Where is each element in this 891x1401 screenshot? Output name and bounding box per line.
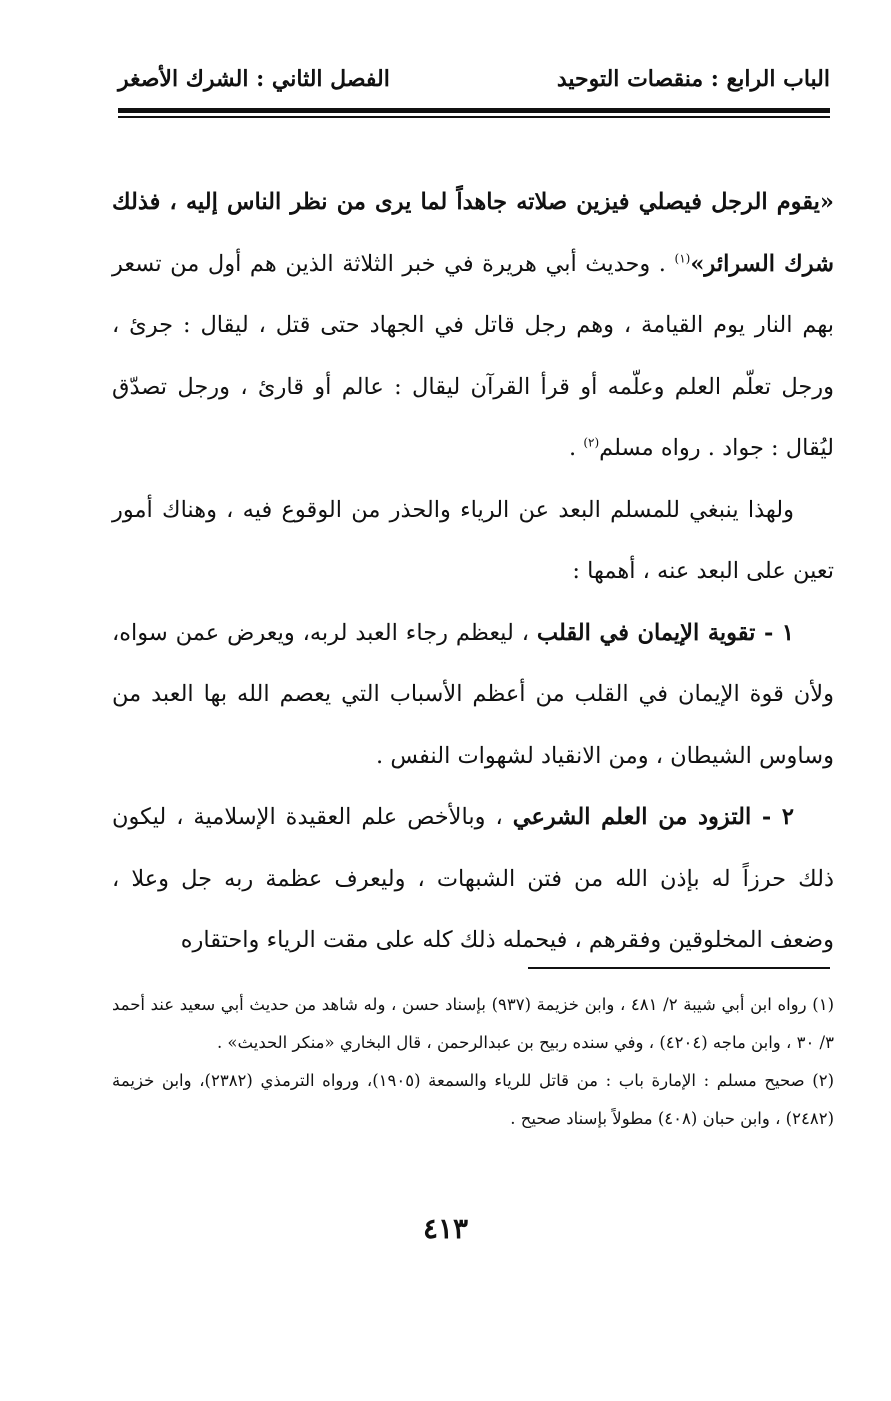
paragraph-2: ولهذا ينبغي للمسلم البعد عن الرياء والحذر من الوقوع فيه ، وهناك أمور تعين على البعد عنه ، أهمها : (112, 496, 834, 584)
footnote-1: (١) رواه ابن أبي شيبة ٢/ ٤٨١ ، وابن خزيمة (٩٣٧) بإسناد حسن ، وله شاهد من حديث أبي سعيد عند أحمد ٣/ ٣٠ ، وابن ماجه (٤٢٠٤) ، وفي سنده ربيح بن عبدالرحمن ، قال البخاري «منكر الحديث» . (112, 995, 834, 1052)
point-2-text: ، وبالأخص علم العقيدة الإسلامية ، ليكون ذلك حرزاً له بإذن الله من فتن الشبهات ، وليعرف عظمة ربه جل وعلا ، وضعف المخلوقين وفقرهم ، فيحمله ذلك كله على مقت الرياء واحتقاره (112, 804, 834, 953)
footnote-separator (528, 967, 830, 969)
paragraph-4 (112, 787, 834, 972)
header-rule-thick (118, 108, 830, 113)
paragraph-1-text: . وحديث أبي هريرة في خبر الثلاثة الذين هم أول من تسعر بهم النار يوم القيامة ، وهم رجل قاتل في الجهاد حتى قتل ، ليقال : جرئ ، ورجل تعلّم العلم وعلّمه أو قرأ القرآن ليقال : عالم أو قارئ ، ورجل تصدّق ليُقال : جواد . رواه مسلم (112, 250, 834, 461)
footnote-ref-2: (٢) (583, 435, 600, 450)
header-rule-thin (118, 116, 830, 118)
paragraph-1 (112, 172, 834, 480)
footnote-2: (٢) صحيح مسلم : الإمارة باب : من قاتل للرياء والسمعة (١٩٠٥)، ورواه الترمذي (٢٣٨٢)، وابن خزيمة (٢٤٨٢) ، وابن حبان (٤٠٨) مطولاً بإسناد صحيح . (112, 1071, 834, 1128)
point-1-text: ، ليعظم رجاء العبد لربه، ويعرض عمن سواه، ولأن قوة الإيمان في القلب من أعظم الأسباب التي يعصم الله بها العبد من وساوس الشيطان ، ومن الانقياد لشهوات النفس . (112, 619, 834, 769)
running-header (118, 66, 830, 106)
section-title: الفصل الثاني : الشرك الأصغر (118, 66, 390, 92)
footnotes (112, 986, 834, 1138)
paragraph-1-end: . (569, 435, 584, 461)
hadith-quote: «يقوم الرجل فيصلي فيزين صلاته جاهداً لما يرى من نظر الناس إليه ، فذلك شرك السرائر» (112, 189, 834, 277)
chapter-title: الباب الرابع : منقصات التوحيد (556, 66, 830, 92)
main-text (112, 172, 834, 972)
point-2-heading: ٢ - التزود من العلم الشرعي (512, 804, 794, 830)
footnote-ref-1: (١) (674, 251, 691, 265)
point-1-heading: ١ - تقوية الإيمان في القلب (536, 619, 794, 646)
page-number: ٤١٣ (422, 1212, 469, 1245)
paragraph-3 (112, 603, 834, 788)
